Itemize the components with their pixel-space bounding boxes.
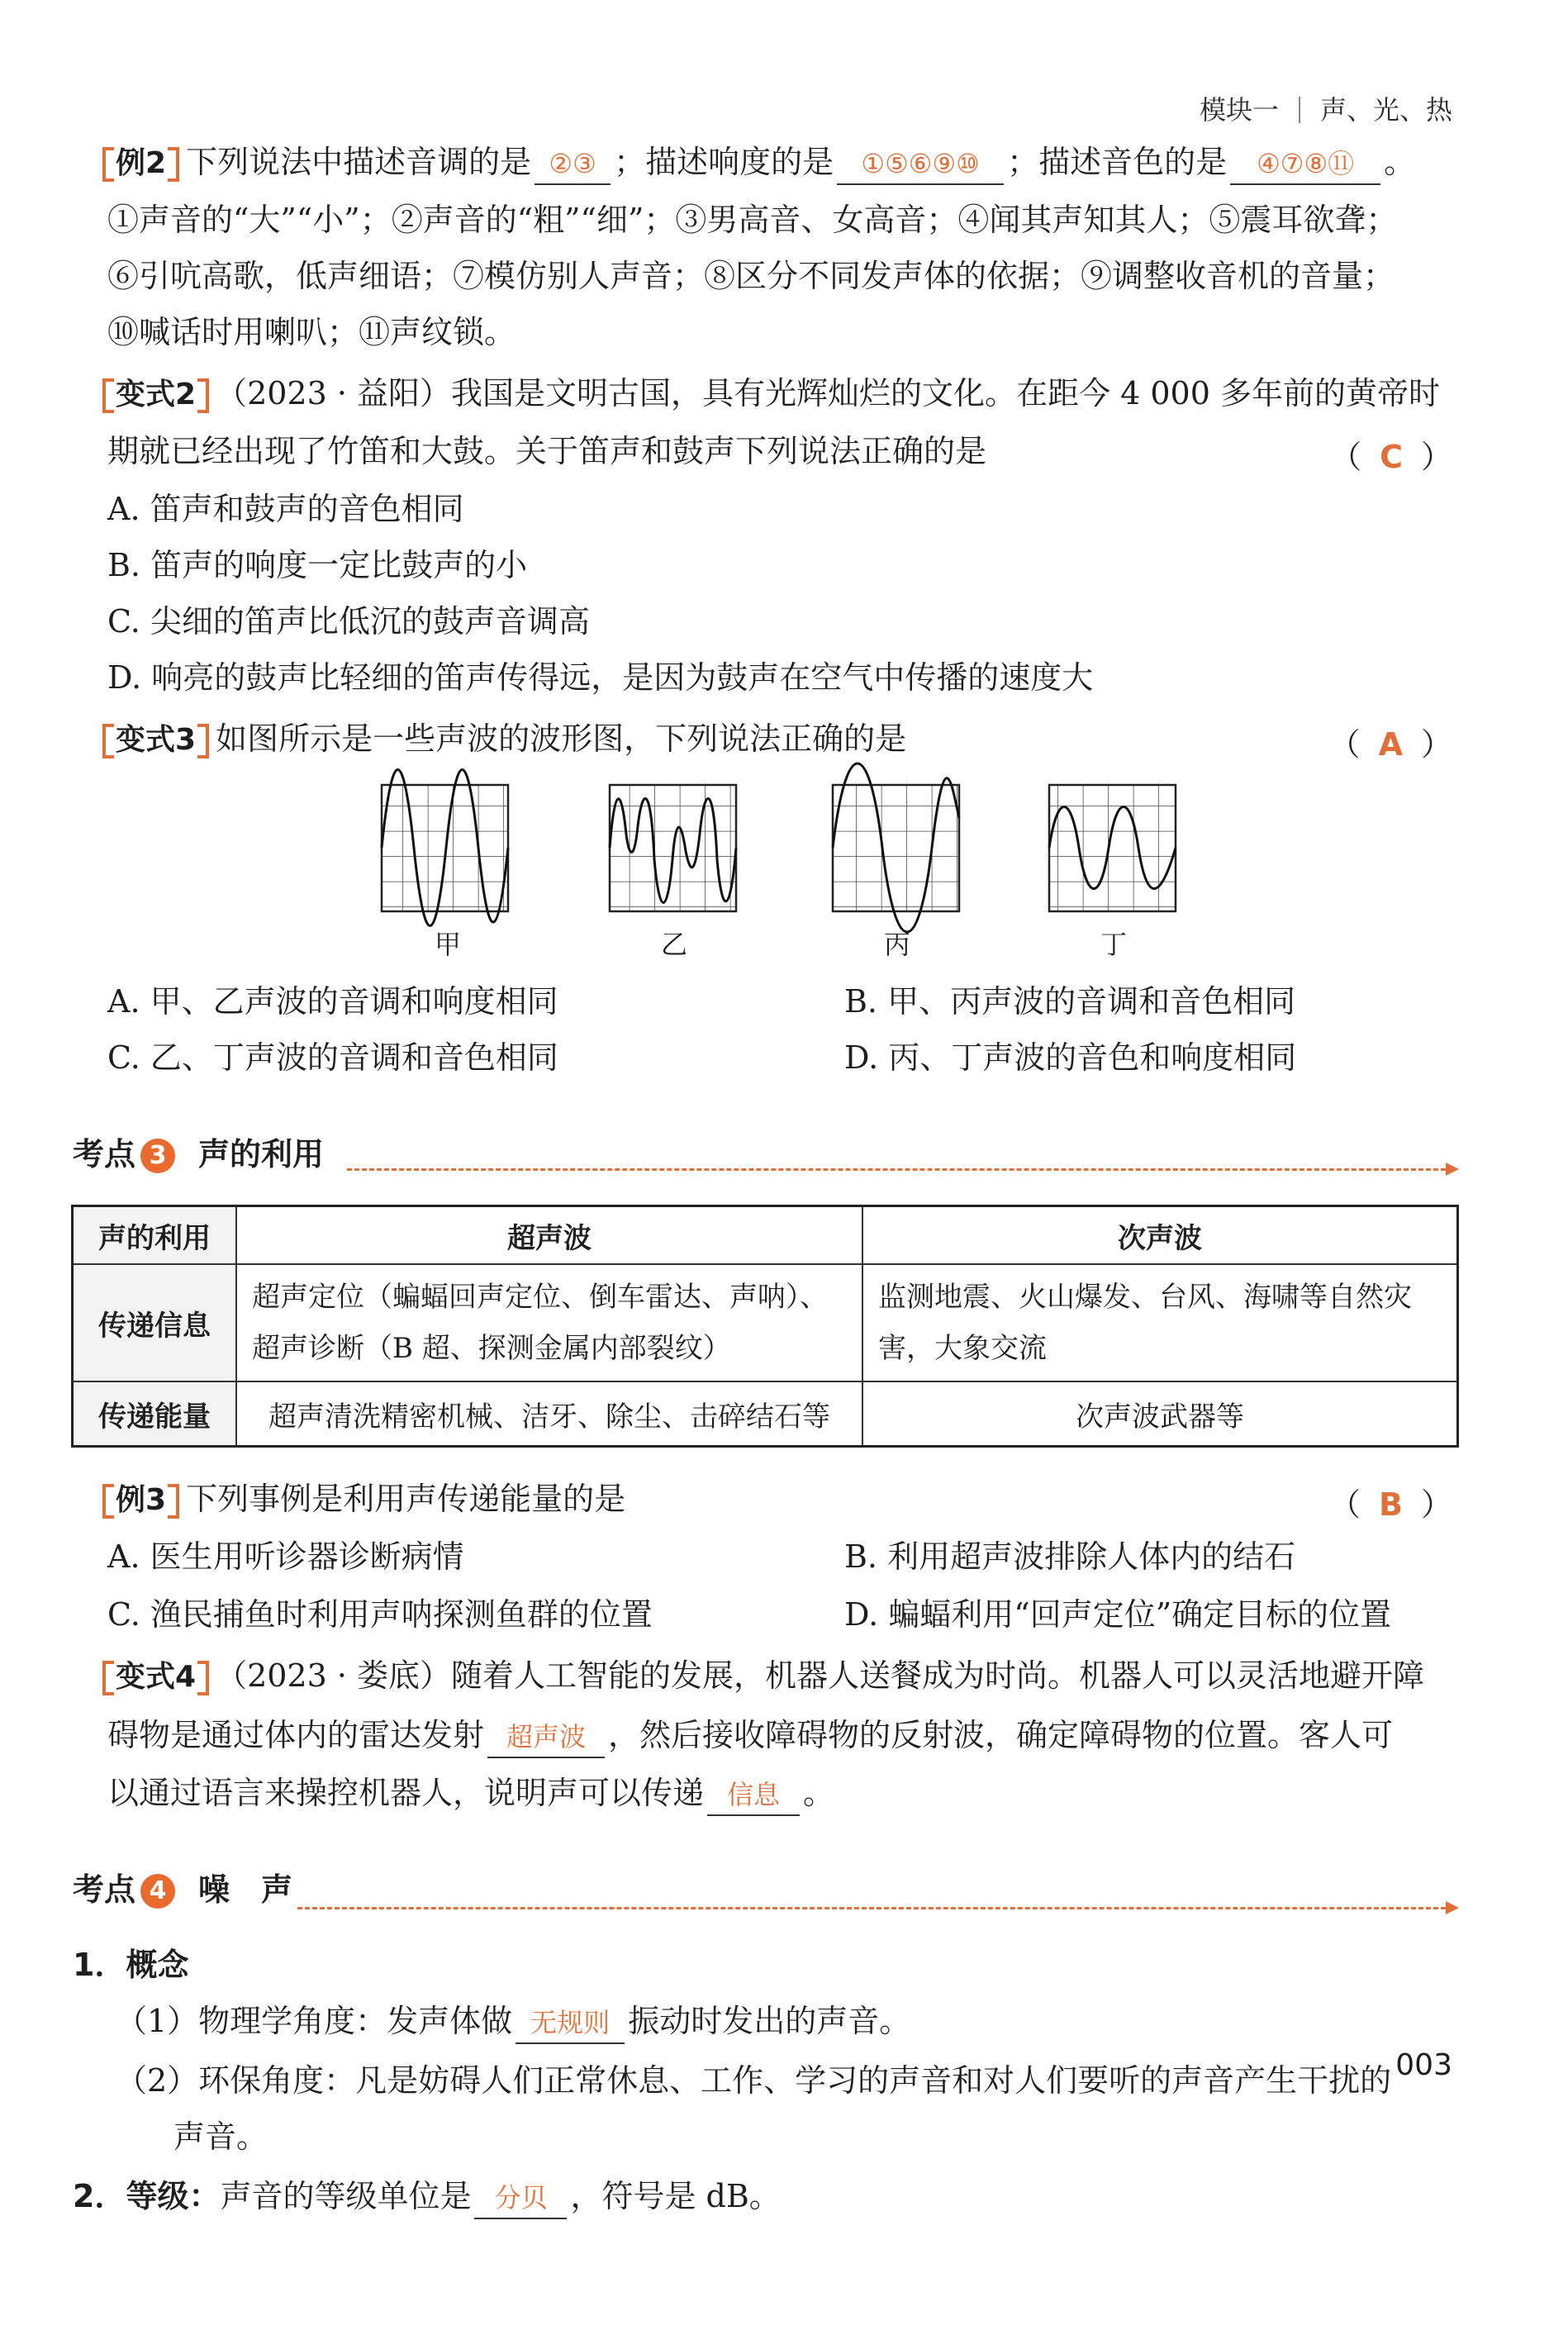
var4-line-2	[107, 1715, 1393, 1758]
var4-text-3b: 。	[803, 1775, 835, 1811]
waveform-bing	[833, 763, 959, 932]
ex3-stem: 下列事例是利用声传递能量的是	[186, 1481, 626, 1517]
section-4-heading	[73, 1864, 292, 1909]
noise-answer-irregular: 无规则	[516, 2003, 625, 2044]
waveform-jia	[382, 770, 508, 926]
section-3-divider	[347, 1168, 1446, 1171]
section-3-number: 3	[140, 1139, 175, 1173]
caption-jia: 甲	[435, 929, 462, 960]
table-row	[73, 1381, 1458, 1447]
var3-option-b: B. 甲、丙声波的音调和音色相同	[844, 983, 1296, 1020]
var2-answer: C	[1380, 439, 1403, 475]
noise-level-text-b: ，符号是 dB。	[570, 2178, 781, 2214]
caption-ding: 丁	[1100, 929, 1128, 960]
ex2-answer-timbre: ④⑦⑧⑪	[1230, 144, 1380, 185]
ex2-text-4: 。	[1384, 144, 1416, 180]
var3-option-d: D. 丙、丁声波的音色和响度相同	[844, 1039, 1297, 1076]
ex3-option-a: A. 医生用听诊器诊断病情	[107, 1538, 464, 1575]
cell-ultrasonic-information: 超声定位（蝙蝠回声定位、倒车雷达、声呐）、超声诊断（B 超、探测金属内部裂纹）	[236, 1264, 862, 1381]
table-row	[73, 1264, 1458, 1381]
ex3-option-d: D. 蝙蝠利用“回声定位”确定目标的位置	[844, 1596, 1392, 1633]
var3-answer: A	[1378, 726, 1403, 763]
ex3-option-b: B. 利用超声波排除人体内的结石	[844, 1538, 1296, 1575]
waveform-ding	[1049, 785, 1176, 911]
row-label-energy: 传递能量	[73, 1381, 237, 1447]
ex2-tag: 例2	[107, 144, 174, 183]
ex2-text-1: 下列说法中描述音调的是	[186, 144, 532, 180]
var2-option-a: A. 笛声和鼓声的音色相同	[107, 491, 464, 527]
table-header-ultrasonic: 超声波	[236, 1206, 862, 1265]
var4-text-1: （2023 · 娄底）随着人工智能的发展，机器人送餐成为时尚。机器人可以灵活地避开障	[216, 1657, 1425, 1694]
ex3-answer-bracket: （ B ）	[1329, 1486, 1452, 1523]
section-3-heading	[73, 1129, 324, 1174]
var4-answer-information: 信息	[707, 1775, 800, 1816]
var3-answer-bracket: （ A ）	[1328, 726, 1452, 763]
noise-heading-level: 2．等级：	[73, 2178, 221, 2214]
var4-line-1	[107, 1656, 1424, 1697]
topic-label: 声、光、热	[1319, 94, 1452, 126]
var2-tag: 变式2	[107, 375, 204, 415]
var2-option-b: B. 笛声的响度一定比鼓声的小	[107, 547, 528, 583]
var4-text-2a: 碍物是通过体内的雷达发射	[107, 1717, 485, 1753]
section-4-number: 4	[140, 1874, 175, 1909]
noise-point-1b: 振动时发出的声音。	[628, 2003, 911, 2039]
var4-tag: 变式4	[107, 1657, 204, 1697]
row-label-information: 传递信息	[73, 1264, 237, 1381]
sound-uses-table	[71, 1205, 1459, 1448]
table-header-use: 声的利用	[73, 1206, 237, 1265]
var3-option-c: C. 乙、丁声波的音调和音色相同	[107, 1039, 558, 1076]
ex3-tag: 例3	[107, 1481, 174, 1520]
cell-ultrasonic-energy: 超声清洗精密机械、洁牙、除尘、击碎结石等	[236, 1381, 862, 1447]
var2-stem-1: （2023 · 益阳）我国是文明古国，具有光辉灿烂的文化。在距今 4 000 多年前的黄帝时	[216, 375, 1440, 411]
table-header-row	[73, 1206, 1458, 1265]
ex2-line-4: ⑩喊话时用喇叭；⑪声纹锁。	[107, 314, 516, 350]
var2-option-d: D. 响亮的鼓声比轻细的笛声传得远，是因为鼓声在空气中传播的速度大	[107, 659, 1094, 696]
waveform-figures	[0, 0, 1568, 991]
noise-level-text-a: 声音的等级单位是	[220, 2178, 472, 2214]
var4-text-3a: 以通过语言来操控机器人，说明声可以传递	[107, 1775, 705, 1811]
caption-yi: 乙	[661, 929, 688, 960]
waveform-yi	[610, 785, 736, 911]
noise-point-2: （2）环保角度：凡是妨碍人们正常休息、工作、学习的声音和对人们要听的声音产生干扰的	[116, 2062, 1392, 2099]
table-header-infrasonic: 次声波	[862, 1206, 1458, 1265]
noise-point-1	[116, 2001, 910, 2044]
noise-point-2-cont: 声音。	[173, 2118, 268, 2155]
var3-option-a: A. 甲、乙声波的音调和响度相同	[107, 983, 558, 1020]
ex2-text-3: ；描述音色的是	[1007, 144, 1228, 180]
var3-stem: 如图所示是一些声波的波形图，下列说法正确的是	[216, 720, 907, 757]
var2-stem-2: 期就已经出现了竹笛和大鼓。关于笛声和鼓声下列说法正确的是	[107, 433, 987, 469]
caption-bing: 丙	[884, 929, 911, 960]
ex2-answer-loudness: ①⑤⑥⑨⑩	[837, 144, 1004, 185]
var2-option-c: C. 尖细的笛声比低沉的鼓声音调高	[107, 603, 590, 640]
noise-level-line	[73, 2176, 781, 2219]
var4-answer-ultrasonic: 超声波	[487, 1717, 605, 1758]
ex3-line-1	[107, 1479, 625, 1520]
var4-text-2b: ，然后接收障碍物的反射波，确定障碍物的位置。客人可	[608, 1717, 1394, 1753]
section-3-label: 考点	[73, 1136, 136, 1172]
section-4-label: 考点	[73, 1871, 136, 1908]
cell-infrasonic-information: 监测地震、火山爆发、台风、海啸等自然灾害，大象交流	[862, 1264, 1458, 1381]
page-number: 003	[1395, 2048, 1452, 2082]
var3-tag: 变式3	[107, 720, 204, 760]
noise-heading-concept: 1．概念	[73, 1947, 189, 1983]
ex2-line-2: ①声音的“大”“小”；②声音的“粗”“细”；③男高音、女高音；④闻其声知其人；⑤震耳欲聋；	[107, 202, 1398, 238]
cell-infrasonic-energy: 次声波武器等	[862, 1381, 1458, 1447]
ex3-answer: B	[1379, 1486, 1403, 1523]
module-label: 模块一	[1199, 94, 1279, 126]
ex2-line-3: ⑥引吭高歌，低声细语；⑦模仿别人声音；⑧区分不同发声体的依据；⑨调整收音机的音量；	[107, 258, 1395, 294]
noise-answer-decibel: 分贝	[474, 2178, 567, 2219]
section-3-title: 声的利用	[198, 1136, 325, 1172]
section-4-title: 噪 声	[198, 1871, 293, 1908]
var2-answer-bracket: （ C ）	[1330, 439, 1452, 475]
var4-line-3	[107, 1773, 834, 1816]
noise-point-1a: （1）物理学角度：发声体做	[116, 2003, 513, 2039]
ex2-answer-pitch: ②③	[535, 144, 611, 185]
section-4-divider	[297, 1907, 1446, 1909]
ex3-option-c: C. 渔民捕鱼时利用声呐探测鱼群的位置	[107, 1596, 653, 1633]
ex2-text-2: ；描述响度的是	[614, 144, 834, 180]
